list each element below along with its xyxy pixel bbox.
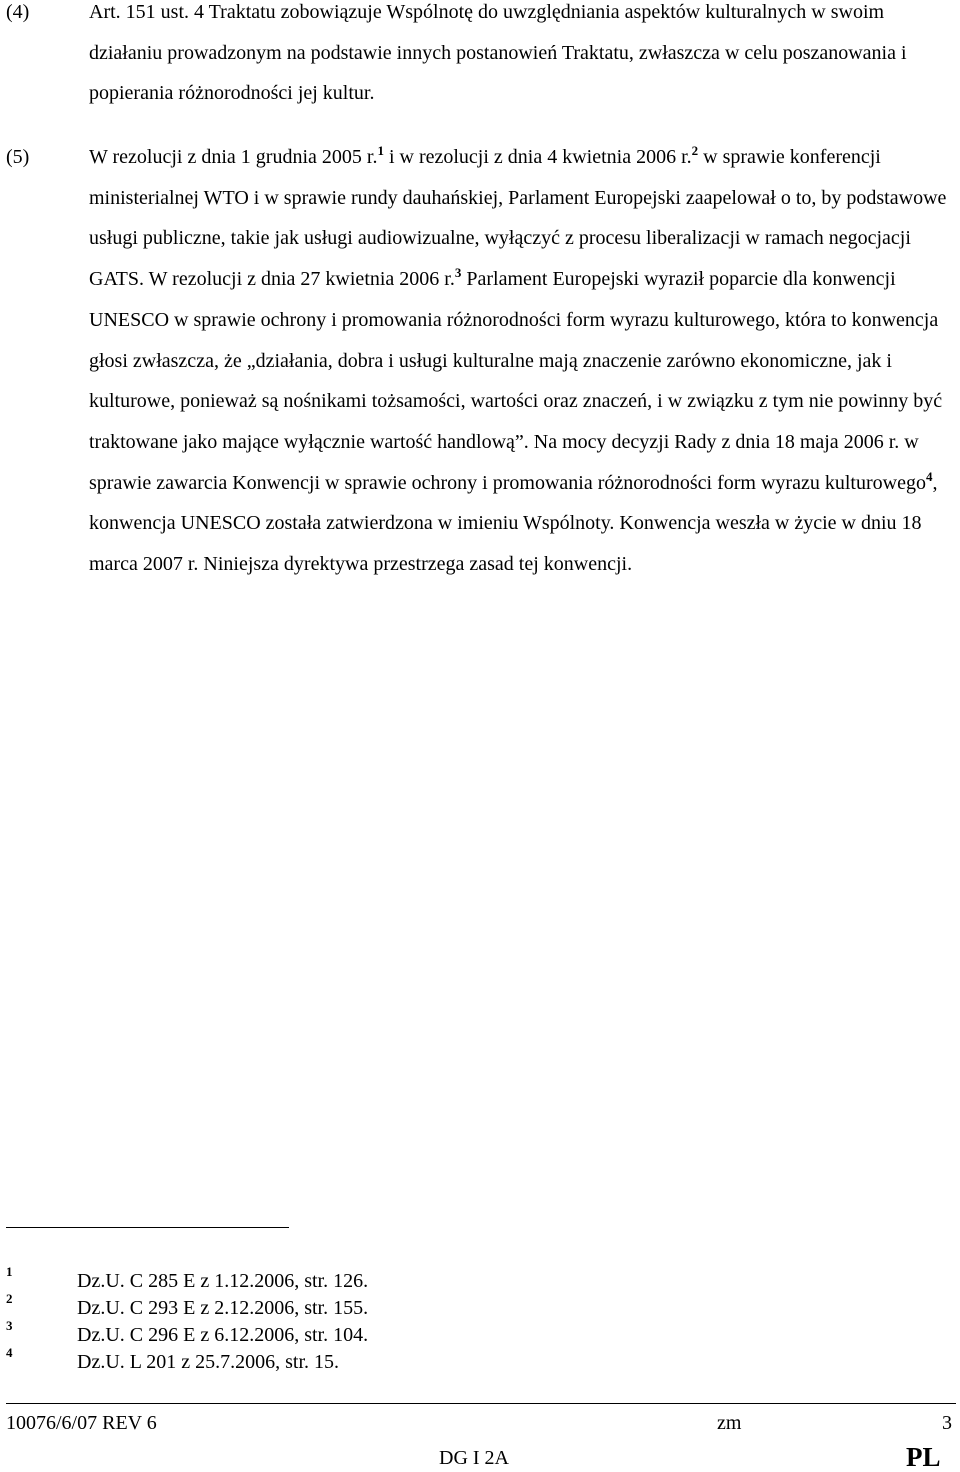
footnote-ref-2[interactable]: 2 [691,143,699,158]
paragraph-4 [0,0,955,114]
footnote-mark: 1 [6,1264,13,1279]
footnote-item [6,1264,906,1295]
footnote-mark: 3 [6,1318,13,1333]
directorate: DG I 2A [439,1447,509,1469]
footnote-item [6,1318,906,1349]
footnote-text: Dz.U. C 285 E z 1.12.2006, str. 126. [77,1270,369,1292]
text-segment: , konwencja UNESCO została zatwierdzona w imieniu Wspólnoty. Konwencja weszła w życie w dniu 18 marca 2007 r. Niniejsza dyrektywa przestrzega zasad tej konwencji. [89,471,938,576]
text-segment: i w rezolucji z dnia 4 kwietnia 2006 r. [383,146,692,168]
paragraph-5 [0,137,955,585]
footnote-ref-3[interactable]: 3 [454,265,462,281]
text-segment: Parlament Europejski wyraził poparcie dla konwencji UNESCO w sprawie ochrony i promowania różnorodności form wyrazu kulturowego, która to konwencja głosi zwłaszcza, że „działania, dobra i usługi kulturalne mają znaczenie zarówno ekonomiczne, jak i kulturowe, ponieważ są nośnikami tożsamości, wartości oraz znaczeń, i w związku z tym nie powinny być traktowane jako mające wyłącznie wartość handlową”. Na mocy decyzji Rady z dnia 18 maja 2006 r. w sprawie zawarcia Konwencji w sprawie ochrony i promowania różnorodności form wyrazu kulturowego [89,268,943,494]
footer-separator [6,1403,956,1404]
footnote-text: Dz.U. C 293 E z 2.12.2006, str. 155. [77,1297,369,1319]
footnote-ref-4[interactable]: 4 [925,468,933,484]
paragraph-text: Art. 151 ust. 4 Traktatu zobowiązuje Wspólnotę do uwzględniania aspektów kulturalnych w swoim działaniu prowadzonym na podstawie innych postanowień Traktatu, zwłaszcza w celu poszanowania i popierania różnorodności jej kultur. [89,1,907,105]
paragraph-text [89,137,955,585]
text-segment: w sprawie konferencji ministerialnej WTO i w sprawie rundy dauhańskiej, Parlament Europejski zaapelował o to, by podstawowe usługi publiczne, takie jak usługi audiowizualne, wyłączyć z procesu liberalizacji w ramach negocjacji GATS. W rezolucji z dnia 27 kwietnia 2006 r. [89,146,947,291]
footnote-mark: 4 [6,1345,13,1360]
footnote-text: Dz.U. L 201 z 25.7.2006, str. 15. [77,1351,340,1373]
author-initials: zm [717,1412,742,1434]
footnote-ref-1[interactable]: 1 [377,143,384,158]
footnote-item [6,1345,906,1376]
paragraph-number: (4) [6,1,30,23]
footnote-separator [6,1227,289,1228]
footnote-mark: 2 [6,1291,13,1306]
footnote-item [6,1291,906,1322]
text-segment: W rezolucji z dnia 1 grudnia 2005 r. [89,146,378,168]
page-number: 3 [942,1412,952,1434]
paragraph-number: (5) [6,146,30,168]
footnotes [6,1264,906,1376]
footnote-text: Dz.U. C 296 E z 6.12.2006, str. 104. [77,1324,369,1346]
document-reference: 10076/6/07 REV 6 [6,1412,157,1434]
language-code: PL [906,1442,941,1472]
